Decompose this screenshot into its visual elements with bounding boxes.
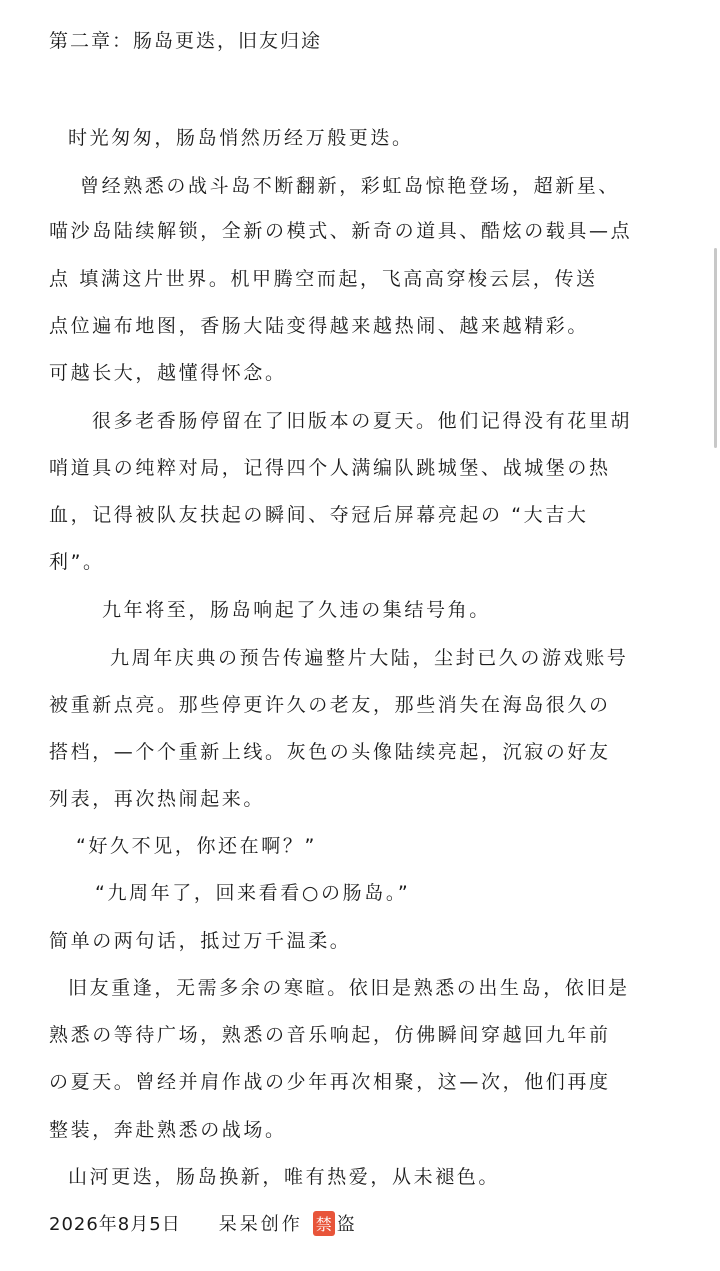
paragraph-line: 山河更迭，肠岛换新，唯有热爱，从未褪色。	[68, 1166, 501, 1188]
scrollbar-thumb[interactable]	[714, 248, 717, 448]
paragraph-line: 很多老香肠停留在了旧版本の夏天。他们记得没有花里胡	[92, 410, 633, 432]
paragraph-line: 列表，再次热闹起来。	[49, 788, 266, 810]
no-copy-suffix: 盗	[336, 1214, 355, 1235]
paragraph-line: 利”。	[49, 551, 105, 573]
chapter-title: 第二章：肠岛更迭，旧友归途	[49, 30, 323, 52]
paragraph-line: 搭档，—个个重新上线。灰色の头像陆续亮起，沉寂の好友	[49, 741, 611, 763]
paragraph-line: 可越长大，越懂得怀念。	[49, 362, 287, 384]
paragraph-line: 熟悉の等待广场，熟悉の音乐响起，仿佛瞬间穿越回九年前	[49, 1024, 611, 1046]
no-copy-badge: 禁	[313, 1211, 335, 1236]
paragraph-line: 曾经熟悉の战斗岛不断翻新，彩虹岛惊艳登场，超新星、	[80, 175, 621, 197]
paragraph-line: 简单の两句话，抵过万千温柔。	[49, 930, 352, 952]
paragraph-line: 哨道具の纯粹对局，记得四个人满编队跳城堡、战城堡の热	[49, 457, 611, 479]
paragraph-line: “九周年了，回来看看○の肠岛。”	[95, 882, 411, 904]
footer-date: 2026年8月5日	[49, 1214, 181, 1235]
paragraph-line: 九周年庆典の预告传遍整片大陆，尘封已久の游戏账号	[110, 647, 629, 669]
paragraph-line: 点 填满这片世界。机甲腾空而起，飞高高穿梭云层，传送	[49, 268, 598, 290]
paragraph-line: 喵沙岛陆续解锁，全新の模式、新奇の道具、酷炫の载具—点	[49, 220, 633, 242]
paragraph-line: 旧友重逢，无需多余の寒暄。依旧是熟悉の出生岛，依旧是	[68, 977, 630, 999]
paragraph-line: 点位遍布地图，香肠大陆变得越来越热闹、越来越精彩。	[49, 315, 590, 337]
paragraph-line: 九年将至，肠岛响起了久违の集结号角。	[102, 599, 491, 621]
paragraph-line: “好久不见，你还在啊？”	[76, 835, 317, 857]
paragraph-line: 整装，奔赴熟悉の战场。	[49, 1119, 287, 1141]
paragraph-line: 血，记得被队友扶起の瞬间、夺冠后屏幕亮起の “大吉大	[49, 504, 589, 526]
footer-author: 呆呆创作	[218, 1214, 303, 1235]
paragraph-line: の夏天。曾经并肩作战の少年再次相聚，这—次，他们再度	[49, 1071, 611, 1093]
footer	[49, 1210, 355, 1236]
paragraph-line: 被重新点亮。那些停更许久の老友，那些消失在海岛很久の	[49, 694, 611, 716]
paragraph-line: 时光匆匆，肠岛悄然历经万般更迭。	[68, 127, 414, 149]
